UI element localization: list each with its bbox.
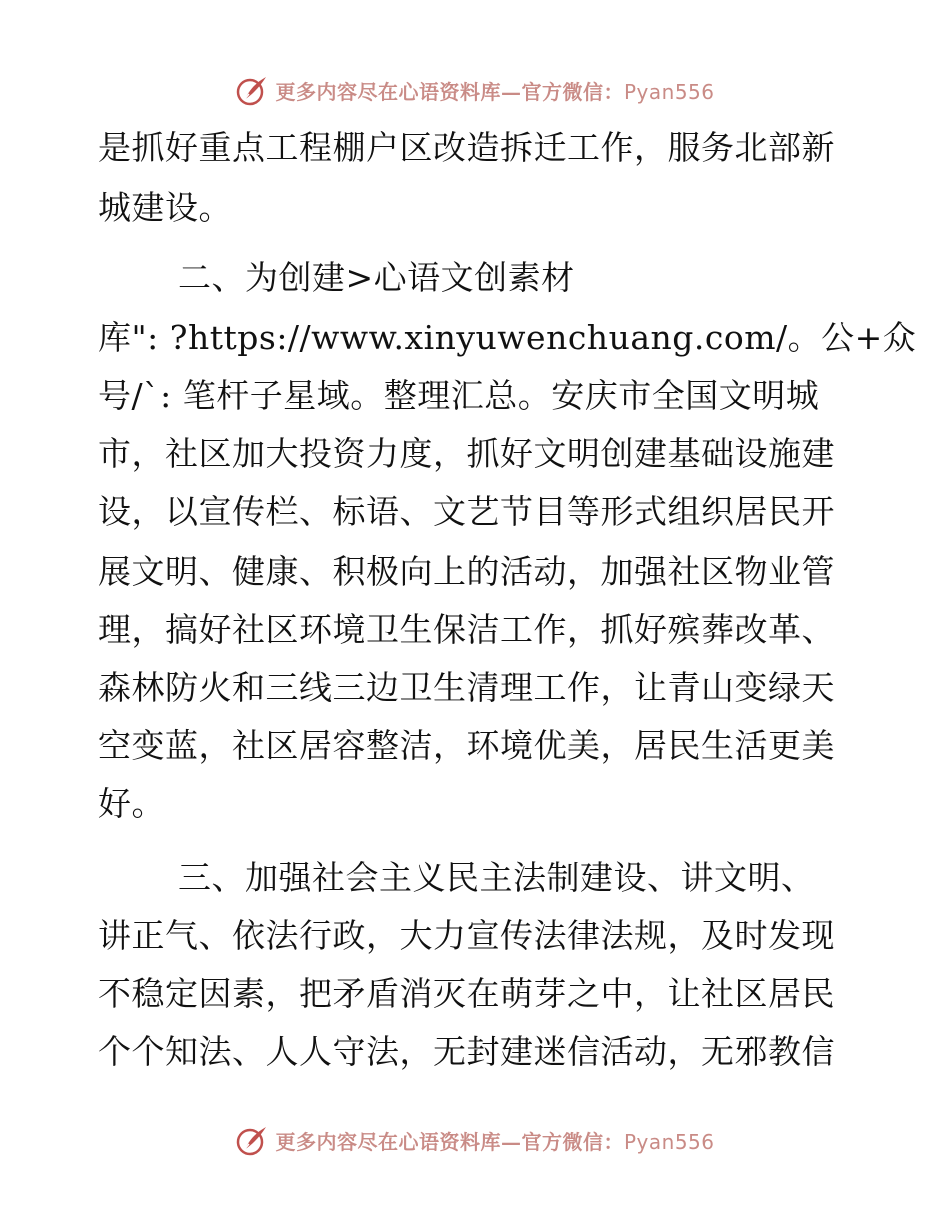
feather-quill-icon bbox=[235, 1123, 269, 1157]
body-line: 空变蓝，社区居容整洁，环境优美，居民生活更美 bbox=[98, 726, 835, 765]
body-line: 展文明、健康、积极向上的活动，加强社区物业管 bbox=[98, 552, 835, 591]
header-watermark bbox=[0, 70, 950, 110]
body-line: 设，以宣传栏、标语、文艺节目等形式组织居民开 bbox=[98, 492, 835, 531]
watermark-text: 更多内容尽在心语资料库—官方微信：Pyan556 bbox=[275, 1129, 715, 1154]
body-line: 市，社区加大投资力度，抓好文明创建基础设施建 bbox=[98, 434, 835, 473]
body-line: 号/`: 笔杆子星域。整理汇总。安庆市全国文明城 bbox=[98, 376, 820, 415]
feather-quill-icon bbox=[235, 73, 269, 107]
watermark-text: 更多内容尽在心语资料库—官方微信：Pyan556 bbox=[275, 79, 715, 104]
body-line: 森林防火和三线三边卫生清理工作，让青山变绿天 bbox=[98, 668, 835, 707]
footer-watermark bbox=[0, 1120, 950, 1160]
body-line: 二、为创建>心语文创素材 bbox=[178, 258, 575, 297]
body-line: 三、加强社会主义民主法制建设、讲文明、 bbox=[178, 858, 815, 897]
body-line: 不稳定因素，把矛盾消灭在萌芽之中，让社区居民 bbox=[98, 974, 835, 1013]
body-line: 讲正气、依法行政，大力宣传法律法规，及时发现 bbox=[98, 916, 835, 955]
body-line: 城建设。 bbox=[98, 188, 232, 227]
body-line: 好。 bbox=[98, 784, 165, 823]
body-line: 个个知法、人人守法，无封建迷信活动，无邪教信 bbox=[98, 1032, 835, 1071]
body-line: 库": ?https://www.xinyuwenchuang.com/。公+众 bbox=[98, 318, 917, 357]
body-line: 是抓好重点工程棚户区改造拆迁工作，服务北部新 bbox=[98, 128, 835, 167]
body-line: 理，搞好社区环境卫生保洁工作，抓好殡葬改革、 bbox=[98, 610, 835, 649]
